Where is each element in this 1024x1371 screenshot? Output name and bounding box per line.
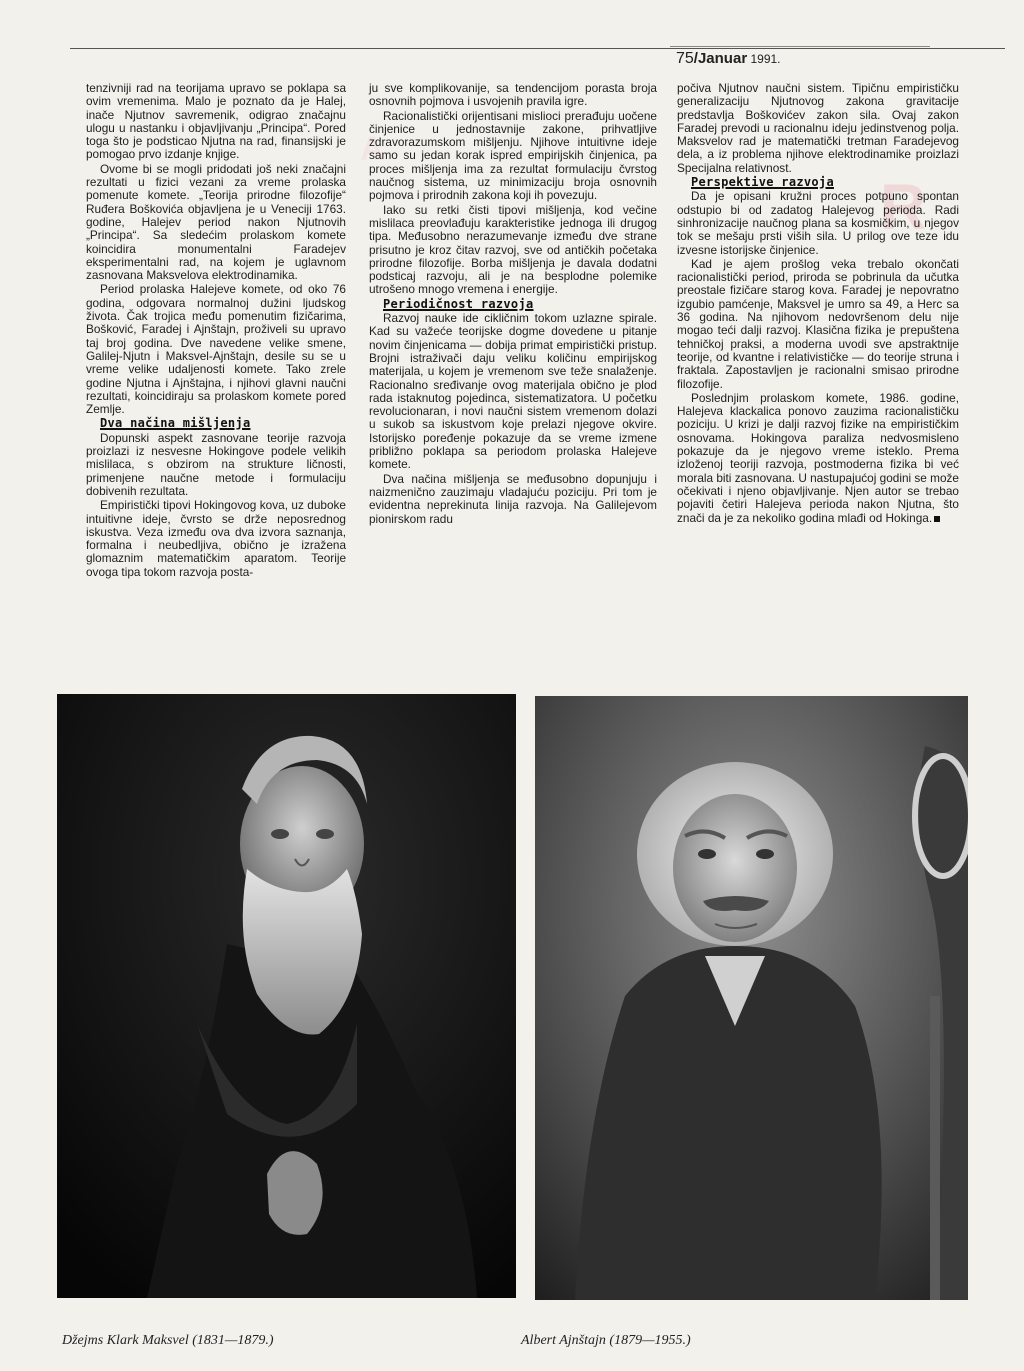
article-column-2 xyxy=(369,82,657,527)
article-column-1 xyxy=(86,82,346,580)
paragraph xyxy=(677,392,959,525)
paragraph-text: Poslednjim prolaskom komete, 1986. godine, Halejeva klackalica ponovo zauzima racionalističku poziciju. U krizi je dalji razvoj fizike na empirističkim osnovama. Hokingova paraliza nedvosmisleno pokazuje da je njegovo vreme isteklo. Prema izloženoj teoriji razvoja, postmoderna fizika bi već morala biti zasnovana. U nastupajućoj godini se može očekivati i njeno objavljivanje. Njen autor se trebao pojaviti četiri Halejeva perioda nakon Njutna, što znači da je za nekoliko godina mlađi od Hokinga. xyxy=(677,390,959,525)
show-through-letter: R xyxy=(880,171,927,243)
einstein-portrait-image xyxy=(535,696,968,1300)
maxwell-portrait-image xyxy=(57,694,516,1298)
paragraph: Racionalistički orijentisani mislioci prerađuju uočene činjenice u jednostavnije zakone, prihvatljive zdravorazumskom mišljenju. Njihove intuitivne ideje samo su jedan korak ispred empirijskih činjenica, pa proces mišljenja ima za rezultat formulaciju čvrstog naučnog sistema, uz minimizaciju broja osnovnih pojmova i prirodnih zakona koji ih povezuju. xyxy=(369,108,657,203)
article-column-3 xyxy=(677,82,959,526)
portrait-photo-einstein xyxy=(535,696,968,1300)
paragraph: Period prolaska Halejeve komete, od oko 76 godina, odgovara normalnoj dužini ljudskog života. Čak trojica među pomenutim fizičarima, Bošković, Faradej i Ajnštajn, proživeli su upravo taj broj godina. Dve navedene velike smene, Galilej-Njutn i Maksvel-Ajnštajn, desile su se u vreme velike udaljenosti komete. Tako zrele godine Njutna i Ajnštajna, i njihovi glavni naučni rezultati, koincidiraju sa prolaskom komete pored Zemlje. xyxy=(86,282,346,417)
show-through-letter: A xyxy=(360,130,385,168)
paragraph: Dva načina mišljenja se međusobno dopunjuju i naizmenično zauzimaju vladajuću poziciju. Pri tom je evidentna neprekinuta linija razvoja. Na Galilejevom pionirskom radu xyxy=(369,471,657,526)
issue-label xyxy=(676,50,781,68)
paragraph: tenzivniji rad na teorijama upravo se poklapa sa ovim vremenima. Malo je poznato da je Halej, inače Njutnov savremenik, odigrao značajnu ulogu u nastanku i objavljivanju „Principa“. Pored toga što je podsticao Njutna na rad, finansijski je pomogao prvo izdanje knjige. xyxy=(86,81,346,162)
end-mark-icon xyxy=(934,516,940,522)
header-rule-secondary xyxy=(670,46,930,47)
portrait-photo-maxwell xyxy=(57,694,516,1298)
paragraph: ju sve komplikovanije, sa tendencijom porasta broja osnovnih pojmova i usvojenih pravila igre. xyxy=(369,81,657,109)
issue-year: 1991. xyxy=(747,52,781,66)
paragraph: Empiristički tipovi Hokingovog kova, uz duboke intuitivne ideje, čvrsto se drže neposrednog iskustva. Veza između ova dva izvora saznanja, formalna i neubedljiva, obično je izražena glomaznim matematičkim aparatom. Teorije ovoga tipa tokom razvoja posta- xyxy=(86,498,346,579)
paragraph: Iako su retki čisti tipovi mišljenja, kod večine mislilaca preovlađuju karakteristike jednoga ili drugog tipa. Međusobno nerazumevanje između dve strane prisutno je kroz čitav razvoj, sve od antičkih početaka prirodne filozofije. Borba mišljenja je davala dodatni podsticaj razvoju, ali je na besplodne polemike utrošeno mnogo vremena i energije. xyxy=(369,202,657,297)
section-heading: Perspektive razvoja xyxy=(691,175,834,190)
paragraph: Kad je ajem prošlog veka trebalo okončati racionalistički period, priroda se pobrinula da učutka preostale fizičare starog kova. Faradej je nepovratno izgubio pamćenje, Maksvel je umro sa 49, a Herc sa 36 godina. Na njihovom nedovršenom delu nije mogao teći dalji razvoj. Klasična fizika je prepuštena tehničkoj praksi, a moderna uvodi sve apstraktnije teorije, od kvantne i relativističke — do teorije struna i fraktala. Zapostavljen je racionalni smisao prirodne filozofije. xyxy=(677,256,959,391)
section-heading: Dva načina mišljenja xyxy=(100,416,251,431)
paragraph: Dopunski aspekt zasnovane teorije razvoja proizlazi iz nesvesne Hokingove podele velikih mislilaca, s obzirom na strukture ličnosti, primenjene naučne metode i formulaciju dobivenih rezultata. xyxy=(86,430,346,498)
issue-number: 75 xyxy=(676,50,694,67)
paragraph: Da je opisani kružni proces potpuno spontan odstupio bi od zadatog Halejevog perioda. Radi sinhronizacije naučnog plana sa kosmičkim, u njegov tok se mešaju prsti viših sila. U prilog ove teze idu izvesne istorijske činjenice. xyxy=(677,189,959,257)
paragraph: Ovome bi se mogli pridodati još neki značajni rezultati u fizici vezani za vreme prolaska pomenute komete. „Teorija prirodne filozofije“ Ruđera Boškovića objavljena je u Veneciji 1763. godine, Halejev period nakon Njutnovih „Principa“. Sa sledećim prolaskom komete koincidira monumentalni Faradejev eksperimentalni rad, na kojem je uglavnom zasnovana Maksvelova elektrodinamika. xyxy=(86,161,346,283)
issue-month: /Januar xyxy=(693,50,748,67)
paragraph: počiva Njutnov naučni sistem. Tipičnu empirističku generalizaciju Njutnovog zakona gravitacije predstavlja Boškovićev zakon sila. Ovaj zakon Faradej prevodi u racionalnu ideju jedinstvenog polja. Maksvelov rad je matematički tretman Faradejevog dela, a iz problema njihove elektrodinamike proizlazi Specijalna relativnost. xyxy=(677,81,959,175)
header-rule xyxy=(70,48,1005,49)
section-heading: Periodičnost razvoja xyxy=(383,296,534,311)
paragraph: Razvoj nauke ide cikličnim tokom uzlazne spirale. Kad su važeće teorijske dogme dovedene u pitanje novim činjenicama — dobija primat empiristički pristup. Brojni istraživači daju veliku količinu empirijskog materijala, u kojem je vremenom sve teže snalaženje. Racionalno sređivanje ovog materijala obično je plod rada istaknutog pojedinca, sistematizatora. U početku revolucionaran, i novi naučni sistem vremenom dolazi u sukob sa iskustvom koje prelazi njegove okvire. Istorijsko poređenje pokazuje da se vreme izmene približno poklapa sa periodom prolaska Halejeve komete. xyxy=(369,311,657,472)
photo-caption-right: Albert Ajnštajn (1879—1955.) xyxy=(521,1333,691,1348)
photo-caption-left: Džejms Klark Maksvel (1831—1879.) xyxy=(62,1333,274,1348)
